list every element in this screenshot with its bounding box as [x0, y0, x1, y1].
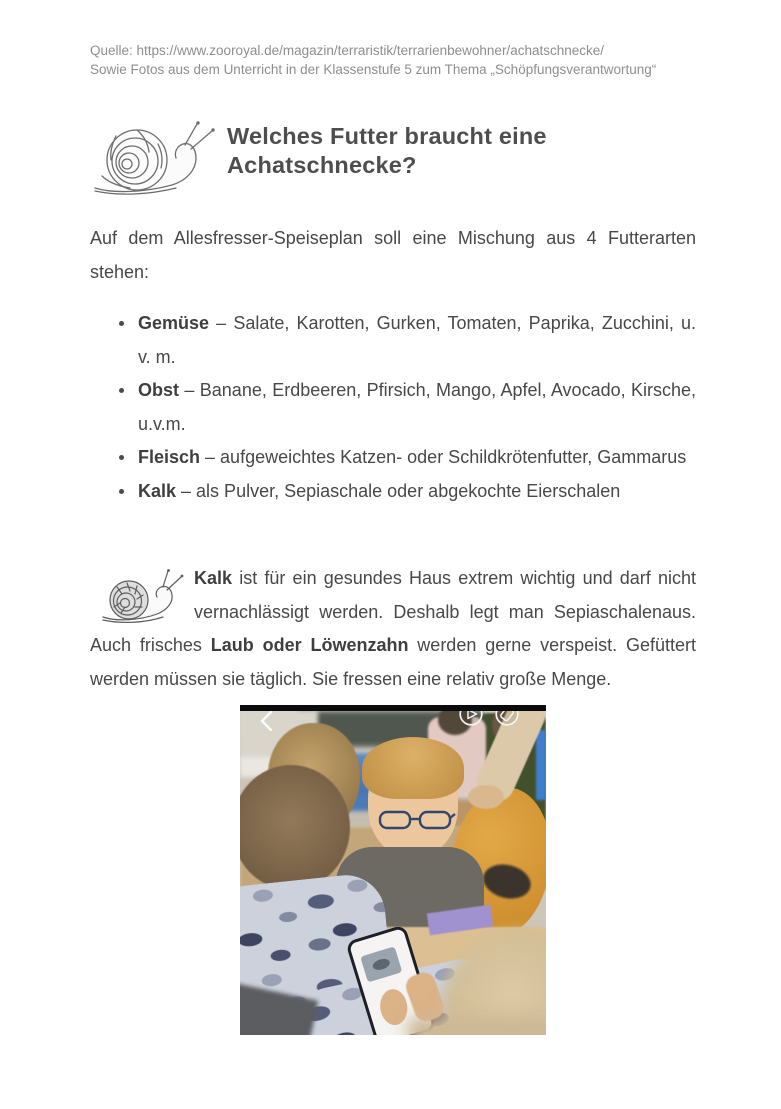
- photo-hand-on-chair: [468, 785, 504, 809]
- food-term: Kalk: [138, 480, 177, 501]
- article-header: [88, 114, 708, 204]
- bold-kalk: Kalk: [194, 568, 233, 588]
- food-list: [90, 307, 696, 508]
- source-line-1: Quelle: https://www.zooroyal.de/magazin/terraristik/terrarienbewohner/achatschnecke/: [90, 43, 604, 58]
- food-list-item-gemuese: [90, 307, 696, 374]
- dash-separator: –: [200, 447, 221, 467]
- classroom-photo: [240, 705, 546, 1035]
- photo-blue-backpack: [536, 730, 546, 800]
- kalk-text-1: ist für ein gesundes Haus extrem wichtig und darf nicht vernachlässigt werden. Deshalb legt man Sepiaschalenaus. Auch frisches: [90, 568, 696, 655]
- bold-laub-loewenzahn: Laub oder Löwenzahn: [210, 635, 409, 655]
- source-note: [90, 41, 656, 79]
- snail-illustration-large: [88, 116, 220, 198]
- food-list-item-obst: [90, 374, 696, 441]
- food-term: Fleisch: [138, 447, 201, 467]
- photo-top-bar: [240, 705, 546, 711]
- photo-boy-hair: [362, 737, 464, 799]
- food-term: Obst: [138, 380, 180, 400]
- photo-glasses: [378, 809, 456, 833]
- food-list-item-fleisch: [90, 441, 696, 475]
- food-desc: aufgeweichtes Katzen- oder Schildkrötenfutter, Gammarus: [220, 447, 687, 467]
- food-list-item-kalk: [90, 475, 696, 509]
- intro-paragraph: Auf dem Allesfresser-Speiseplan soll eine Mischung aus 4 Futterarten stehen:: [90, 228, 696, 282]
- kalk-text-2: werden gerne verspeist. Gefüttert werden müssen sie täglich. Sie fressen eine relativ große Menge.: [90, 635, 696, 689]
- back-chevron-icon: [258, 711, 274, 731]
- food-term: Gemüse: [138, 313, 210, 333]
- snail-illustration-small: [96, 567, 188, 625]
- food-desc: als Pulver, Sepiaschale oder abgekochte Eierschalen: [196, 480, 621, 501]
- dash-separator: –: [209, 313, 234, 333]
- photo-blurred-shoulder: [408, 1017, 546, 1035]
- source-line-2: Sowie Fotos aus dem Unterricht in der Klassenstufe 5 zum Thema „Schöpfungsverantwortung“: [90, 62, 657, 77]
- dash-separator: –: [179, 380, 200, 400]
- dash-separator: –: [176, 480, 197, 501]
- kalk-paragraph: [90, 562, 696, 696]
- food-desc: Banane, Erdbeeren, Pfirsich, Mango, Apfel, Avocado, Kirsche, u.v.m.: [138, 380, 696, 434]
- page-title: Welches Futter braucht eine Achatschnecke?: [227, 123, 547, 178]
- food-desc: Salate, Karotten, Gurken, Tomaten, Paprika, Zucchini, u. v. m.: [138, 313, 697, 367]
